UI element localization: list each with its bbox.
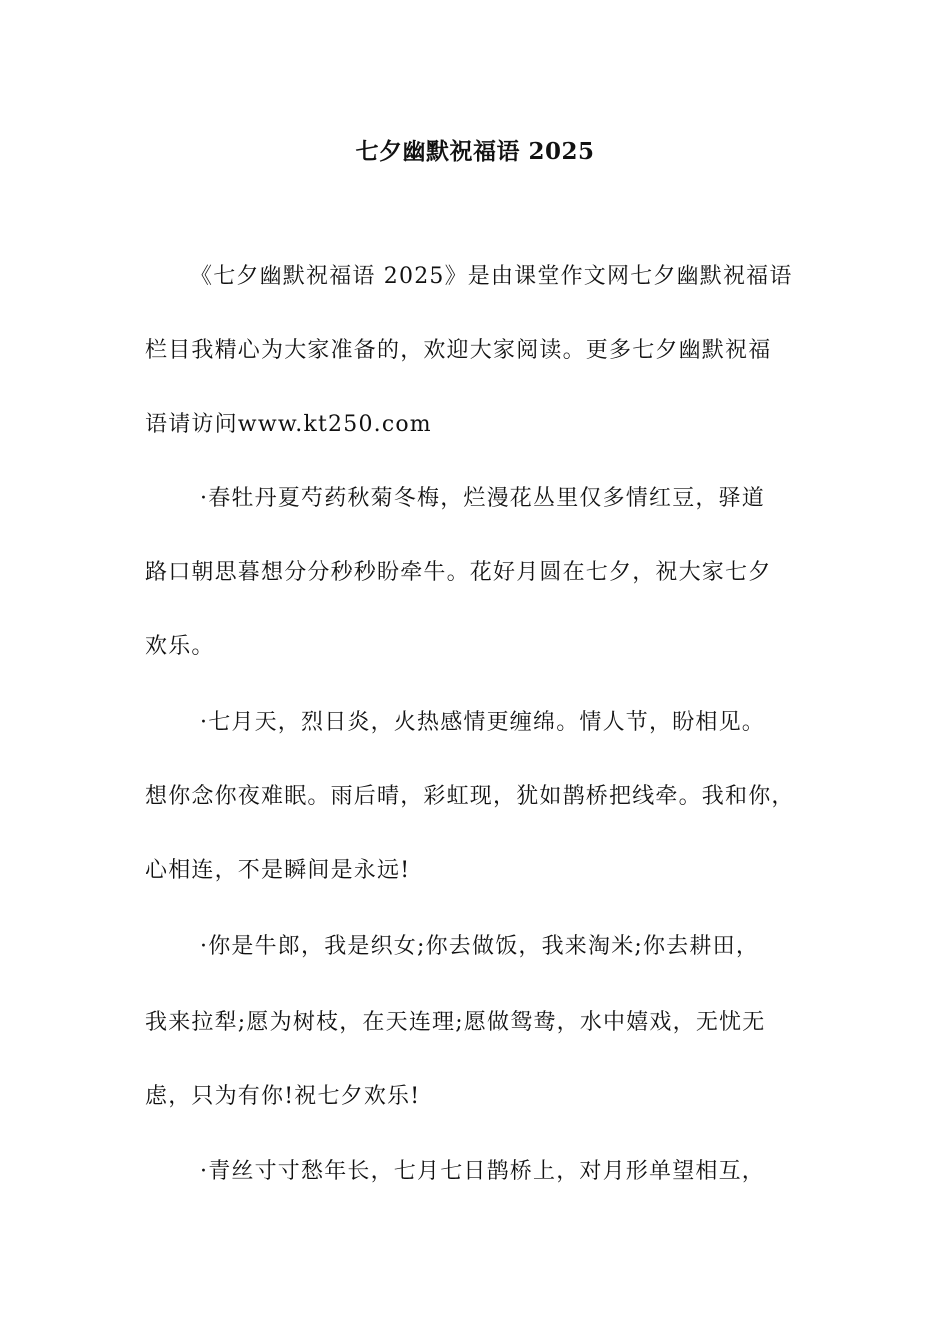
paragraph-line: ·春牡丹夏芍药秋菊冬梅，烂漫花丛里仅多情红豆，驿道 xyxy=(200,486,765,511)
paragraph-line: 《七夕幽默祝福语 2025》是由课堂作文网七夕幽默祝福语 xyxy=(190,264,793,289)
paragraph-line: 我来拉犁;愿为树枝，在天连理;愿做鸳鸯，水中嬉戏，无忧无 xyxy=(145,1010,766,1035)
paragraph-line: 心相连，不是瞬间是永远! xyxy=(145,858,411,883)
paragraph-line: 欢乐。 xyxy=(145,634,215,659)
paragraph-line: 想你念你夜难眠。雨后晴，彩虹现，犹如鹊桥把线牵。我和你， xyxy=(145,784,795,809)
paragraph-line: 虑，只为有你!祝七夕欢乐! xyxy=(145,1084,421,1109)
paragraph-line: ·七月天，烈日炎，火热感情更缠绵。情人节，盼相见。 xyxy=(200,710,765,735)
paragraph-line: ·你是牛郎，我是织女;你去做饭，我来淘米;你去耕田， xyxy=(200,934,760,959)
paragraph-line: 栏目我精心为大家准备的，欢迎大家阅读。更多七夕幽默祝福 xyxy=(145,338,772,363)
paragraph-line: 语请访问www.kt250.com xyxy=(145,412,432,437)
paragraph-line: 路口朝思暮想分分秒秒盼牵牛。花好月圆在七夕，祝大家七夕 xyxy=(145,560,772,585)
document-title: 七夕幽默祝福语 2025 xyxy=(355,138,595,165)
paragraph-line: ·青丝寸寸愁年长，七月七日鹊桥上，对月形单望相互， xyxy=(200,1159,765,1184)
